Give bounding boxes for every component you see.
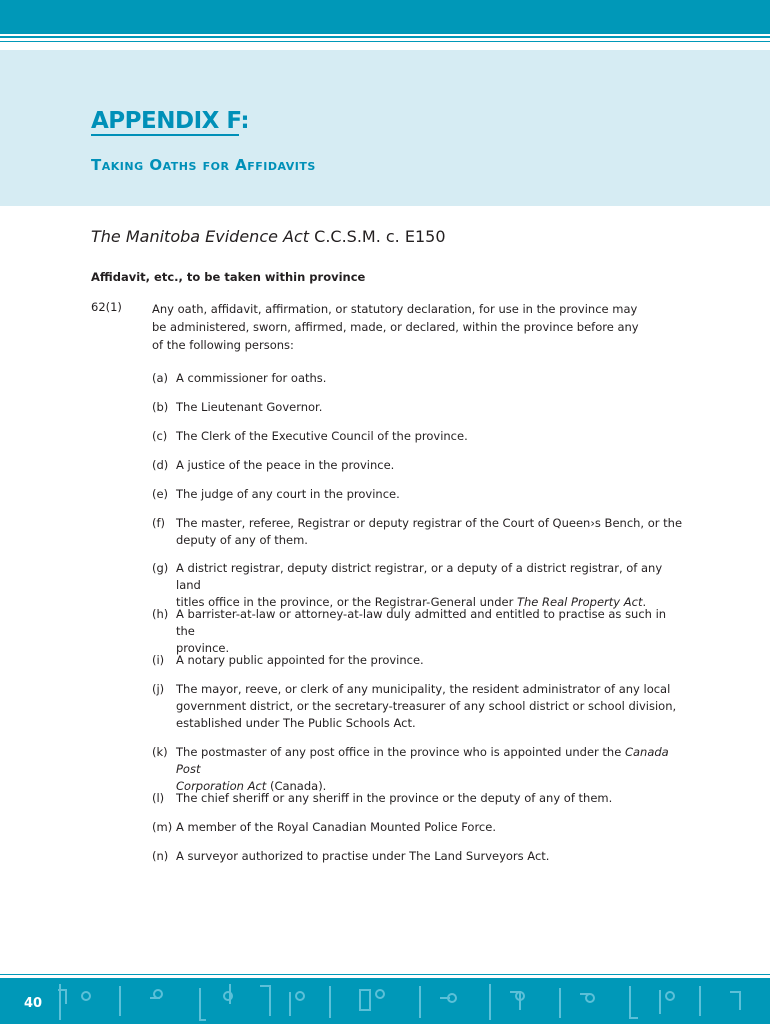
item-text: The Clerk of the Executive Council of the province.	[176, 429, 468, 443]
item-text: The Lieutenant Governor.	[176, 400, 323, 414]
item-line-part: titles office in the province, or the Registrar-General under	[176, 595, 517, 609]
item-label: (c)	[152, 429, 168, 443]
item-text	[176, 744, 686, 795]
top-rule	[0, 36, 770, 38]
appendix-subtitle: Taking Oaths for Affidavits	[91, 156, 316, 174]
title-underline	[91, 134, 239, 136]
item-line: established under The Public Schools Act.	[176, 716, 416, 730]
item-text: A member of the Royal Canadian Mounted Police Force.	[176, 820, 496, 834]
item-label: (h)	[152, 607, 169, 621]
item-label: (k)	[152, 745, 168, 759]
item-text	[176, 681, 686, 732]
section-heading: Affidavit, etc., to be taken within province	[91, 270, 366, 284]
appendix-title: APPENDIX F:	[91, 108, 250, 134]
item-text: A commissioner for oaths.	[176, 371, 327, 385]
section-line: of the following persons:	[152, 338, 294, 352]
section-line: be administered, sworn, affirmed, made, or declared, within the province before any	[152, 320, 639, 334]
item-line: province.	[176, 641, 230, 655]
section-number: 62(1)	[91, 300, 122, 314]
item-label: (i)	[152, 653, 165, 667]
act-reference: The Real Property Act	[516, 595, 643, 609]
item-line: The master, referee, Registrar or deputy registrar of the Court of Queen›s Bench, or the	[176, 516, 683, 530]
item-line: government district, or the secretary-treasurer of any school district or school division,	[176, 699, 677, 713]
item-line	[176, 744, 686, 778]
item-line: A district registrar, deputy district registrar, or a deputy of a district registrar, of any land	[176, 561, 663, 592]
item-label: (e)	[152, 487, 169, 501]
section-text	[152, 300, 652, 354]
item-label: (n)	[152, 849, 169, 863]
act-code: C.C.S.M. c. E150	[309, 227, 446, 246]
act-reference: Canada Post	[176, 745, 669, 776]
item-line-part: (Canada).	[266, 779, 327, 793]
item-label: (g)	[152, 561, 169, 575]
item-line: deputy of any of them.	[176, 533, 308, 547]
top-rule-thin	[0, 41, 770, 42]
item-text	[176, 515, 686, 549]
item-line: A barrister-at-law or attorney-at-law duly admitted and entitled to practise as such in the	[176, 607, 667, 638]
item-label: (f)	[152, 516, 166, 530]
item-text: The judge of any court in the province.	[176, 487, 400, 501]
item-label: (a)	[152, 371, 169, 385]
footer-pattern-decoration	[0, 978, 770, 1024]
item-text: A notary public appointed for the province.	[176, 653, 424, 667]
item-text: A surveyor authorized to practise under The Land Surveyors Act.	[176, 849, 550, 863]
item-label: (b)	[152, 400, 169, 414]
item-text: The chief sheriff or any sheriff in the province or the deputy of any of them.	[176, 791, 613, 805]
act-citation	[91, 227, 446, 246]
footer-rule	[0, 974, 770, 975]
item-line: The mayor, reeve, or clerk of any municipality, the resident administrator of any local	[176, 682, 671, 696]
item-label: (l)	[152, 791, 165, 805]
item-text	[176, 606, 686, 657]
item-text	[176, 560, 686, 611]
item-label: (j)	[152, 682, 165, 696]
act-reference: Corporation Act	[176, 779, 267, 793]
act-name: The Manitoba Evidence Act	[91, 227, 310, 246]
item-line-part: The postmaster of any post office in the province who is appointed under the	[176, 745, 625, 759]
page-number: 40	[24, 996, 43, 1011]
item-text: A justice of the peace in the province.	[176, 458, 395, 472]
item-line-part: .	[642, 595, 647, 609]
section-line: Any oath, affidavit, affirmation, or statutory declaration, for use in the province may	[152, 302, 638, 316]
item-label: (m)	[152, 820, 173, 834]
item-label: (d)	[152, 458, 169, 472]
top-banner	[0, 0, 770, 34]
